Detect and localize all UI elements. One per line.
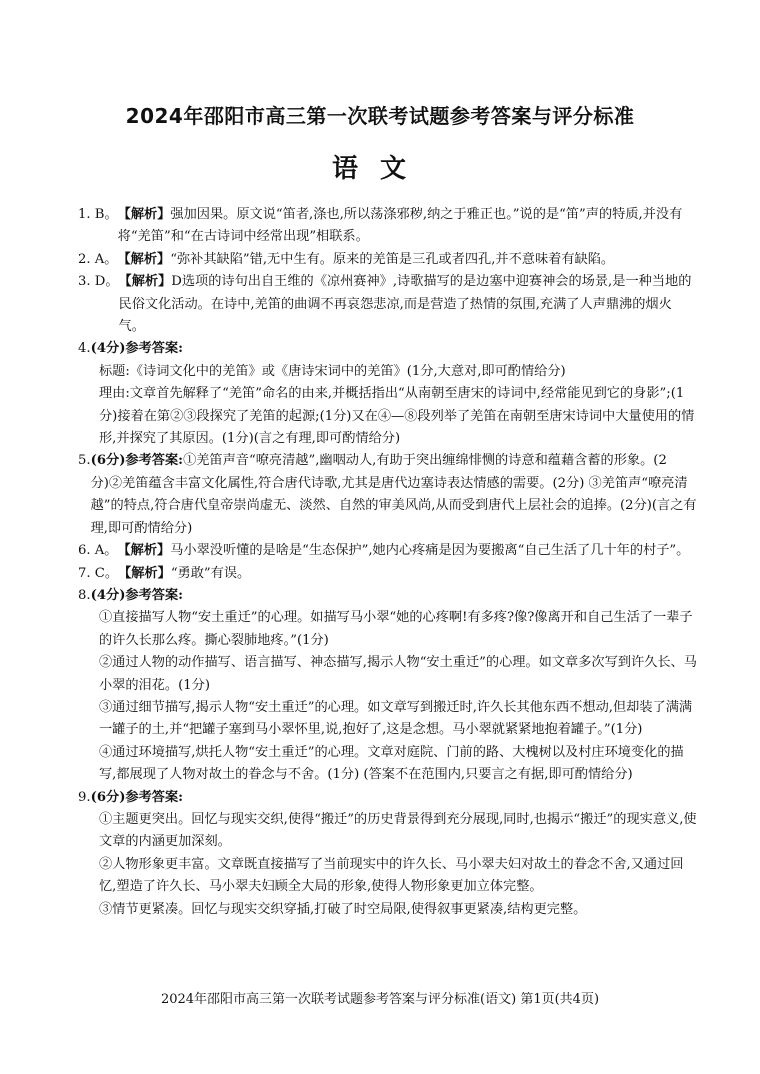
document-title: 2024年邵阳市高三第一次联考试题参考答案与评分标准 xyxy=(125,104,635,128)
subject-heading: 语文 xyxy=(331,154,428,184)
answer-line: ④通过环境描写,烘托人物“安土重迁”的心理。文章对庭院、门前的路、大槐树以及村庄环境变化的描写,都展现了人物对故土的眷念与不舍。(1分) (答案不在范围内,只要言之有据,即可酌情给分) xyxy=(99,744,684,783)
answer-text: “弥补其缺陷”错,无中生有。原来的羌笛是三孔或者四孔,并不意味着有缺陷。 xyxy=(170,251,615,267)
analysis-tag: 【解析】 xyxy=(117,207,171,222)
answer-line: ③情节更紧凑。回忆与现实交织穿插,打破了时空局限,使得叙事更紧凑,结构更完整。 xyxy=(99,901,587,917)
question-number: 1. B。 xyxy=(78,207,118,222)
question-number: 8. xyxy=(78,587,91,603)
reference-answer-heading: (4分)参考答案: xyxy=(90,341,184,357)
answer-text: “勇敢”有误。 xyxy=(170,565,251,581)
page-footer: 2024年邵阳市高三第一次联考试题参考答案与评分标准(语文) 第1页(共4页) xyxy=(160,992,600,1007)
answer-line: 标题:《诗词文化中的羌笛》或《唐诗宋词中的羌笛》(1分,大意对,即可酌情给分) xyxy=(99,363,566,379)
answer-line: ③通过细节描写,揭示人物“安土重迁”的心理。如文章写到搬迁时,许久长其他东西不想动,但却装了满满一罐子的土,并“把罐子塞到马小翠怀里,说,抱好了,这是念想。马小翠就紧紧地抱着罐子。”(1分) xyxy=(99,699,693,738)
answer-list xyxy=(78,204,698,921)
question-number: 7. C。 xyxy=(78,565,119,581)
analysis-tag: 【解析】 xyxy=(118,565,171,581)
answer-line: ①直接描写人物“安土重迁”的心理。如描写马小翠“她的心疼啊!有多疼?像?像离开和自己生活了一辈子的许久长那么疼。撕心裂肺地疼。”(1分) xyxy=(99,610,693,648)
question-number: 4. xyxy=(78,341,91,357)
question-number: 9. xyxy=(78,789,91,805)
question-number: 6. A。 xyxy=(78,543,118,559)
answer-8 xyxy=(78,585,698,787)
answer-line: 理由:文章首先解释了“羌笛”命名的由来,并概括指出“从南朝至唐宋的诗词中,经常能见到它的身影”;(1分)接着在第②③段探究了羌笛的起源;(1分)又在④—⑧段列举了羌笛在南朝至唐宋诗词中大量使用的情形,并探究了其原因。(1分)(言之有理,即可酌情给分) xyxy=(99,386,695,447)
answer-line: ②通过人物的动作描写、语言描写、神态描写,揭示人物“安土重迁”的心理。如文章多次写到许久长、马小翠的泪花。(1分) xyxy=(99,655,697,693)
answer-line: ②人物形象更丰富。文章既直接描写了当前现实中的许久长、马小翠夫妇对故土的眷念不舍,又通过回忆,塑造了许久长、马小翠夫妇顾全大局的形象,使得人物形象更加立体完整。 xyxy=(99,856,684,895)
answer-6 xyxy=(78,540,698,562)
answer-2 xyxy=(78,249,698,271)
answer-1 xyxy=(78,204,698,249)
analysis-tag: 【解析】 xyxy=(117,543,171,559)
answer-text: 马小翠没听懂的是啥是“生态保护”,她内心疼痛是因为要搬离“自己生活了几十年的村子”。 xyxy=(170,543,690,559)
answer-text: ①羌笛声音“嘹亮清越”,幽咽动人,有助于突出缠绵悱恻的诗意和蕴藉含蓄的形象。(2分)②羌笛蕴含丰富文化属性,符合唐代诗歌,尤其是唐代边塞诗表达情感的需要。(2分) ③羌笛声“嘹亮清越”的特点,符合唐代皇帝崇尚虚无、淡然、自然的审美风尚,从而受到唐代上层社会的追捧。(2分)(言之有理,即可酌情给分) xyxy=(90,453,697,536)
analysis-tag: 【解析】 xyxy=(117,251,171,267)
answer-3 xyxy=(78,271,698,338)
answer-line: ①主题更突出。回忆与现实交织,使得“搬迁”的历史背景得到充分展现,同时,也揭示“搬迁”的现实意义,使文章的内涵更加深刻。 xyxy=(99,811,697,850)
answer-5 xyxy=(78,450,698,540)
question-number: 3. D。 xyxy=(78,274,119,290)
answer-4 xyxy=(78,338,698,450)
question-number: 5. xyxy=(78,453,91,469)
reference-answer-heading: (6分)参考答案: xyxy=(90,789,184,805)
reference-answer-heading: (6分)参考答案: xyxy=(90,453,184,469)
answer-text: D选项的诗句出自王维的《凉州赛神》,诗歌描写的是边塞中迎赛神会的场景,是一种当地的民俗文化活动。在诗中,羌笛的曲调不再哀怨悲凉,而是营造了热情的氛围,充满了人声鼎沸的烟火气。 xyxy=(118,274,692,335)
question-number: 2. A。 xyxy=(78,251,118,267)
reference-answer-heading: (4分)参考答案: xyxy=(90,587,184,603)
answer-9 xyxy=(78,787,698,921)
analysis-tag: 【解析】 xyxy=(118,274,172,290)
answer-7 xyxy=(78,563,698,585)
answer-text: 强加因果。原文说“笛者,涤也,所以荡涤邪秽,纳之于雅正也。”说的是“笛”声的特质,并没有将“羌笛”和“在古诗词中经常出现”相联系。 xyxy=(117,207,683,245)
